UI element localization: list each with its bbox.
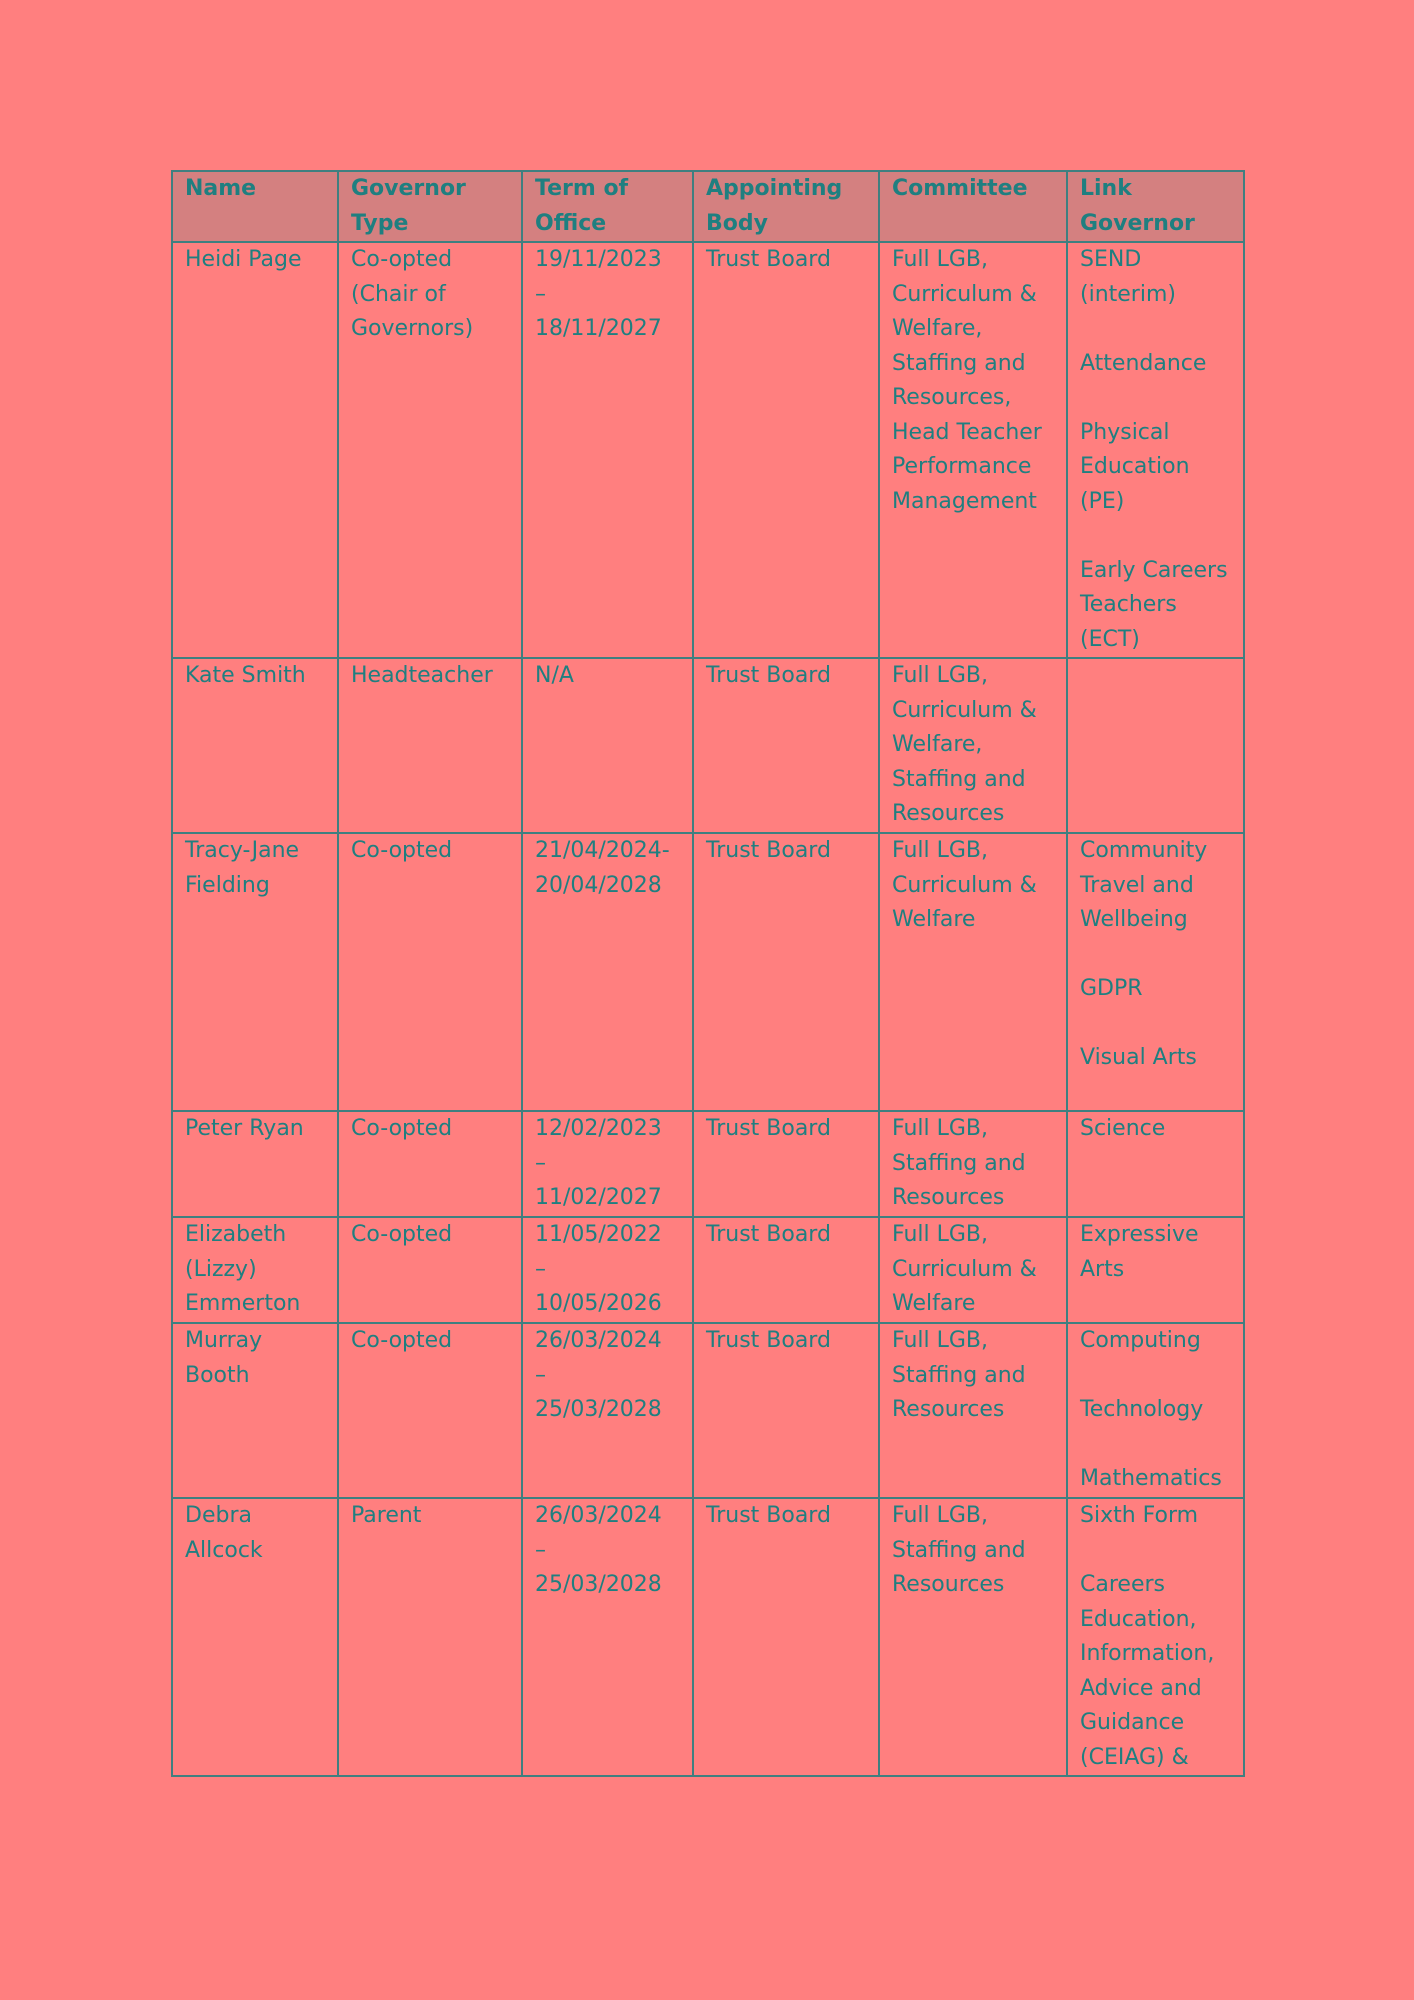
cell-name: Heidi Page: [172, 242, 338, 658]
cell-appointing-body: Trust Board: [693, 1217, 879, 1323]
governors-table: [171, 170, 1245, 1777]
cell-term-of-office: 11/05/2022 – 10/05/2026: [522, 1217, 693, 1323]
cell-committee: Full LGB, Staffing and Resources: [879, 1498, 1067, 1776]
cell-link-governor: SEND (interim) Attendance Physical Education (PE) Early Careers Teachers (ECT): [1067, 242, 1244, 658]
cell-governor-type: Co-opted: [338, 833, 522, 1111]
cell-term-of-office: N/A: [522, 658, 693, 833]
table-row: [172, 1323, 1244, 1498]
cell-committee: Full LGB, Curriculum & Welfare: [879, 1217, 1067, 1323]
header-governor-type: Governor Type: [338, 171, 522, 242]
cell-governor-type: Co-opted: [338, 1323, 522, 1498]
cell-name: Elizabeth (Lizzy) Emmerton: [172, 1217, 338, 1323]
cell-link-governor: [1067, 658, 1244, 833]
cell-governor-type: Headteacher: [338, 658, 522, 833]
cell-committee: Full LGB, Curriculum & Welfare: [879, 833, 1067, 1111]
table-row: [172, 1498, 1244, 1776]
cell-governor-type: Co-opted: [338, 1111, 522, 1217]
cell-name: Murray Booth: [172, 1323, 338, 1498]
cell-link-governor: Expressive Arts: [1067, 1217, 1244, 1323]
cell-committee: Full LGB, Curriculum & Welfare, Staffing and Resources, Head Teacher Performance Management: [879, 242, 1067, 658]
table-header-row: [172, 171, 1244, 242]
header-committee: Committee: [879, 171, 1067, 242]
cell-link-governor: Sixth Form Careers Education, Information, Advice and Guidance (CEIAG) &: [1067, 1498, 1244, 1776]
cell-governor-type: Co-opted (Chair of Governors): [338, 242, 522, 658]
header-appointing-body: Appointing Body: [693, 171, 879, 242]
cell-appointing-body: Trust Board: [693, 833, 879, 1111]
cell-appointing-body: Trust Board: [693, 1323, 879, 1498]
cell-committee: Full LGB, Staffing and Resources: [879, 1111, 1067, 1217]
cell-governor-type: Co-opted: [338, 1217, 522, 1323]
header-link-governor: Link Governor: [1067, 171, 1244, 242]
cell-term-of-office: 12/02/2023 – 11/02/2027: [522, 1111, 693, 1217]
table-row: [172, 658, 1244, 833]
cell-appointing-body: Trust Board: [693, 1111, 879, 1217]
table-row: [172, 242, 1244, 658]
cell-appointing-body: Trust Board: [693, 242, 879, 658]
cell-name: Kate Smith: [172, 658, 338, 833]
cell-name: Tracy-Jane Fielding: [172, 833, 338, 1111]
header-name: Name: [172, 171, 338, 242]
cell-link-governor: Science: [1067, 1111, 1244, 1217]
cell-link-governor: Community Travel and Wellbeing GDPR Visual Arts: [1067, 833, 1244, 1111]
cell-term-of-office: 21/04/2024- 20/04/2028: [522, 833, 693, 1111]
cell-governor-type: Parent: [338, 1498, 522, 1776]
cell-appointing-body: Trust Board: [693, 1498, 879, 1776]
cell-appointing-body: Trust Board: [693, 658, 879, 833]
cell-term-of-office: 26/03/2024 – 25/03/2028: [522, 1498, 693, 1776]
cell-name: Peter Ryan: [172, 1111, 338, 1217]
cell-link-governor: Computing Technology Mathematics: [1067, 1323, 1244, 1498]
cell-name: Debra Allcock: [172, 1498, 338, 1776]
cell-term-of-office: 26/03/2024 – 25/03/2028: [522, 1323, 693, 1498]
header-term-of-office: Term of Office: [522, 171, 693, 242]
table-row: [172, 1111, 1244, 1217]
cell-committee: Full LGB, Curriculum & Welfare, Staffing and Resources: [879, 658, 1067, 833]
cell-committee: Full LGB, Staffing and Resources: [879, 1323, 1067, 1498]
table-row: [172, 1217, 1244, 1323]
cell-term-of-office: 19/11/2023 – 18/11/2027: [522, 242, 693, 658]
table-row: [172, 833, 1244, 1111]
